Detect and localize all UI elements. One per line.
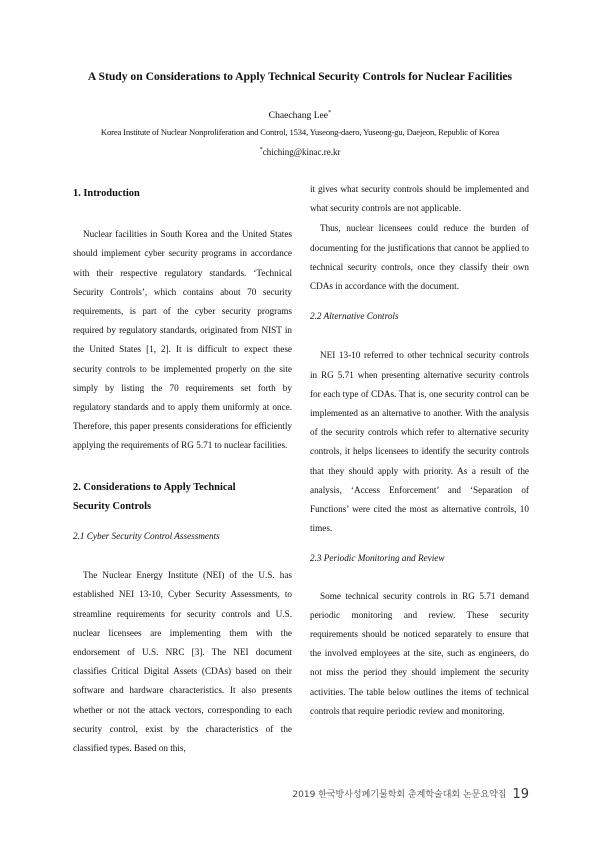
section-2-3-heading: 2.3 Periodic Monitoring and Review [310,553,445,564]
section-2-heading-line1: 2. Considerations to Apply Technical [73,481,236,493]
author-mark: * [328,109,332,116]
email-mark: * [259,146,263,153]
page-number: 19 [512,787,529,802]
right-column [310,180,529,721]
paper-title: A Study on Considerations to Apply Technical Security Controls for Nuclear Facilities [87,70,513,83]
thus-paragraph: Thus, nuclear licensees could reduce the burden of documenting for the justifications that cannot be applied to technical security controls, once they classify their own CDAs in accordance with the document. [310,223,529,292]
page-footer [292,787,529,802]
section-1-heading: 1. Introduction [73,188,140,199]
continued-paragraph: it gives what security controls should be implemented and what security controls are not applicable. [310,184,529,214]
author-name: Chaechang Lee [268,110,329,122]
author-line [0,109,600,121]
section-2-1-paragraph: The Nuclear Energy Institute (NEI) of the U.S. has established NEI 13-10, Cyber Security Assessments, to streamline requirements for security controls and U.S. nuclear licensees are implementing them with the endorsement of U.S. NRC [3]. The NEI document classifies Critical Digital Assets (CDAs) based on their software and hardware characteristics. It also presents whether or not the attack vectors, corresponding to each security control, exist by the characteristics of the classified types. Based on this, [73,570,292,754]
proceedings-title: 2019 한국방사성폐기물학회 춘계학술대회 논문요약집 [292,790,507,800]
section-2-heading-line2: Security Controls [73,500,152,512]
section-2-1-heading: 2.1 Cyber Security Control Assessments [73,531,220,542]
section-2-2-paragraph: NEI 13-10 referred to other technical security controls in RG 5.71 when presenting alternative security controls for each type of CDAs. That is, one security control can be implemented as an alternative to another. With the analysis of the security controls which refer to alternative security controls, it helps licensees to identify the security controls that they should apply with priority. As a result of the analysis, ‘Access Enforcement’ and ‘Separation of Functions’ were cited the most as alternative controls, 10 times. [310,350,529,534]
section-2-3-paragraph: Some technical security controls in RG 5.71 demand periodic monitoring and review. These security requirements should be noticed separately to ensure that the involved employees at the site, such as engineers, do not miss the period they should implement the security activities. The table below outlines the items of technical controls that require periodic review and monitoring. [310,590,529,716]
section-2-2-heading: 2.2 Alternative Controls [310,311,399,322]
affiliation: Korea Institute of Nuclear Nonproliferation and Control, 1534, Yuseong-daero, Yuseong-gu, Daejeon, Republic of Korea [100,127,500,137]
section-1-paragraph: Nuclear facilities in South Korea and the United States should implement cyber security programs in accordance with their respective regulatory standards. ‘Technical Security Controls’, which contains about 70 security requirements, is part of the cyber security programs required by regulatory standards, originated from NIST in the United States [1, 2]. It is difficult to expect these security controls to be implemented properly on the site simply by listing the 70 requirements set forth by regulatory standards and to apply them uniformly at once. Therefore, this paper presents considerations for efficiently applying the requirements of RG 5.71 to nuclear facilities. [73,229,292,451]
author-email: chiching@kinac.re.kr [262,147,341,157]
left-column [73,180,292,758]
email-line [0,146,600,157]
